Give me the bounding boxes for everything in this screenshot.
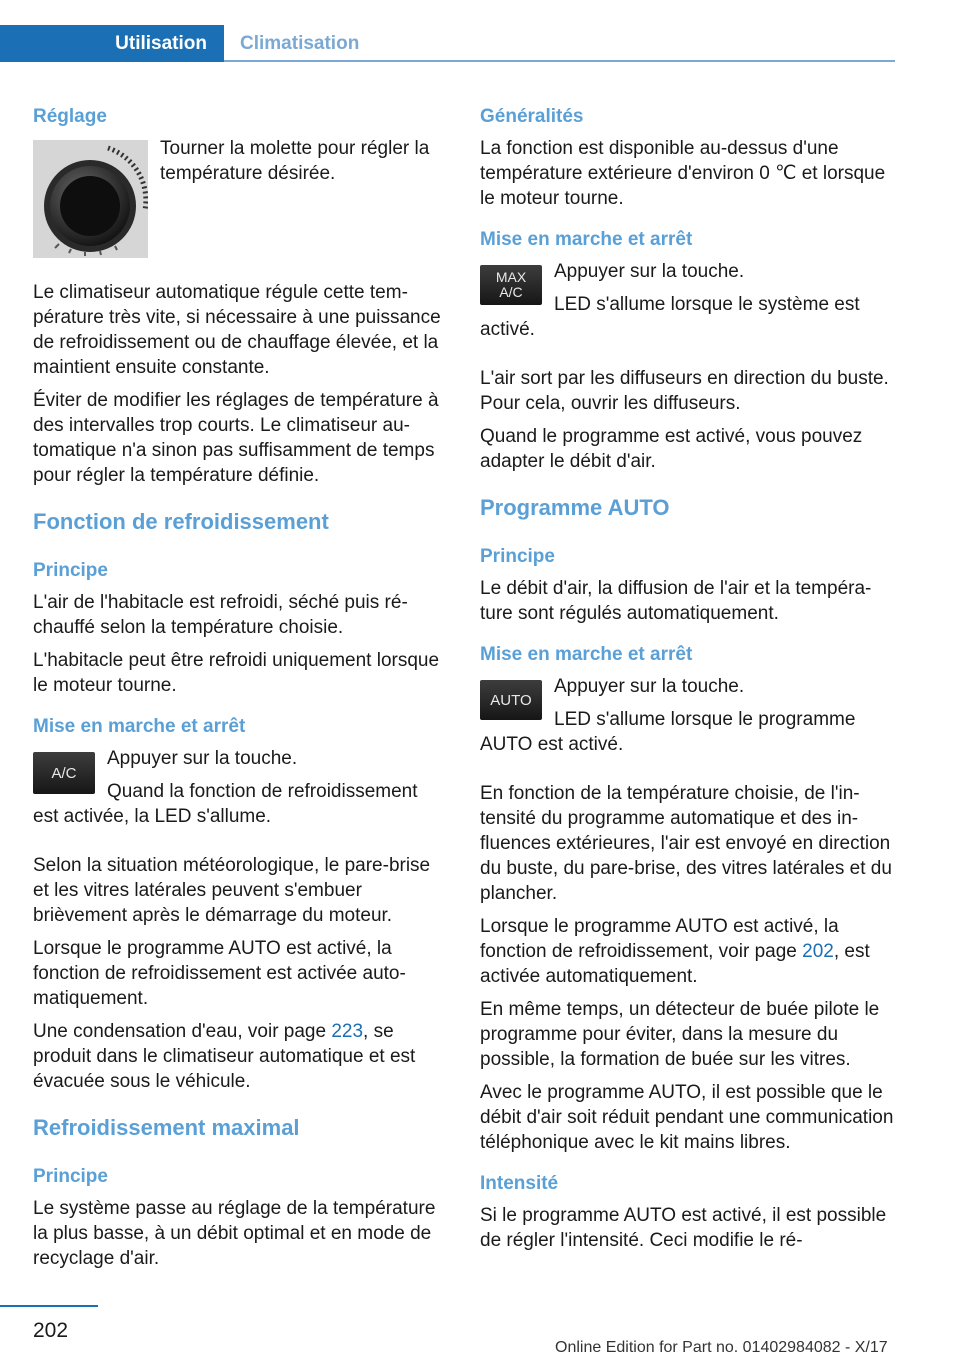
paragraph: Quand le programme est activé, vous pouvez adapter le débit d'air. [480, 426, 863, 472]
page-number: 202 [33, 1319, 69, 1342]
max-ac-button-image [480, 265, 542, 305]
paragraph: Quand la fonction de refroidissement est activée, la LED s'allume. [33, 781, 418, 827]
paragraph: Appuyer sur la touche. [554, 676, 745, 697]
intensite-heading: Intensité [480, 1173, 559, 1194]
knob-icon [33, 140, 148, 258]
edition-text: Online Edition for Part no. 01402984082 - X/17 [555, 1339, 888, 1356]
left-column [33, 104, 447, 1279]
paragraph: En même temps, un détecteur de buée pilote le programme pour éviter, dans la mesure du possible, la formation de buée sur les vitres. [480, 999, 880, 1070]
section-heading-programme-auto: Programme AUTO [480, 495, 670, 520]
text: , se produit dans le climatiseur automatique et est évacuée sous le véhicule. [33, 1021, 416, 1092]
paragraph: LED s'allume lorsque le programme AUTO est activé. [480, 709, 856, 755]
section-heading-refroidissement-maximal: Refroidissement maximal [33, 1115, 300, 1140]
ac-button-image [33, 752, 95, 794]
paragraph: LED s'allume lorsque le système est activé. [480, 294, 860, 340]
section-heading-refroidissement: Fonction de refroidissement [33, 509, 329, 534]
footer-divider [0, 1305, 98, 1307]
paragraph: La fonction est disponible au-dessus d'une température extérieure d'environ 0 ℃ et lorsque le moteur tourne. [480, 138, 886, 209]
text: Lorsque le programme AUTO est activé, la fonction de refroidissement, voir page [480, 916, 839, 962]
generalites-heading: Généralités [480, 106, 584, 127]
paragraph: Le climatiseur automatique régule cette température très vite, si nécessaire à une puissance de refroidissement ou de chauffage élevée, et la maintient ensuite constante. [33, 282, 441, 378]
paragraph: Le système passe au réglage de la température la plus basse, à un débit optimal et en mode de recyclage d'air. [33, 1198, 436, 1269]
text: Une condensation d'eau, voir page [33, 1021, 332, 1042]
tab-utilisation[interactable]: Utilisation [0, 25, 224, 62]
paragraph: L'air de l'habitacle est refroidi, séché puis réchauffé selon la température choisie. [33, 592, 408, 638]
paragraph: En fonction de la température choisie, de l'intensité du programme automatique et des influences extérieures, l'air est envoyé en direction du buste, du pare-brise, des vitres latérales et du plancher. [480, 783, 892, 904]
paragraph: Selon la situation météorologique, le pare-brise et les vitres latérales peuvent s'embuer brièvement après le démarrage du moteur. [33, 855, 431, 926]
principe-heading: Principe [33, 560, 108, 581]
paragraph: Appuyer sur la touche. [554, 261, 745, 282]
paragraph: Lorsque le programme AUTO est activé, la fonction de refroidissement est activée automatiquement. [33, 938, 406, 1009]
mise-en-marche-heading: Mise en marche et arrêt [480, 644, 693, 665]
page-link-202[interactable]: 202 [802, 941, 834, 962]
mise-en-marche-heading: Mise en marche et arrêt [480, 229, 693, 250]
text: , est activée automatiquement. [480, 941, 870, 987]
reglage-heading: Réglage [33, 106, 107, 127]
ac-button-label: A/C [51, 764, 77, 782]
paragraph: Appuyer sur la touche. [107, 748, 298, 769]
mise-en-marche-heading: Mise en marche et arrêt [33, 716, 246, 737]
principe-heading: Principe [33, 1166, 108, 1187]
paragraph-with-link [480, 914, 894, 989]
paragraph: Avec le programme AUTO, il est possible que le débit d'air soit réduit pendant une communication téléphonique avec le kit mains libres. [480, 1082, 894, 1153]
tab-climatisation[interactable]: Climatisation [240, 33, 360, 54]
right-column [480, 104, 894, 1261]
principe-heading: Principe [480, 546, 555, 567]
paragraph: L'habitacle peut être refroidi uniquement lorsque le moteur tourne. [33, 650, 440, 696]
temperature-knob-image [33, 140, 148, 258]
paragraph: L'air sort par les diffuseurs en direction du buste. Pour cela, ouvrir les diffuseurs. [480, 368, 889, 414]
paragraph: Si le programme AUTO est activé, il est possible de régler l'intensité. Ceci modifie le ré- [480, 1205, 887, 1251]
page-link-223[interactable]: 223 [331, 1021, 364, 1042]
max-ac-button-label: MAX A/C [495, 269, 527, 300]
paragraph-with-link [33, 1019, 447, 1094]
auto-button-label: AUTO [490, 691, 532, 709]
header-divider [224, 60, 895, 62]
auto-button-image [480, 680, 542, 720]
page-header [0, 0, 960, 62]
paragraph: Éviter de modifier les réglages de température à des intervalles trop courts. Le climatiseur automatique n'a sinon pas suffisamment de temps pour régler la température définie. [33, 390, 439, 486]
reglage-text: Tourner la molette pour régler la température désirée. [160, 138, 430, 184]
paragraph: Le débit d'air, la diffusion de l'air et la température sont régulés automatiquement. [480, 578, 872, 624]
